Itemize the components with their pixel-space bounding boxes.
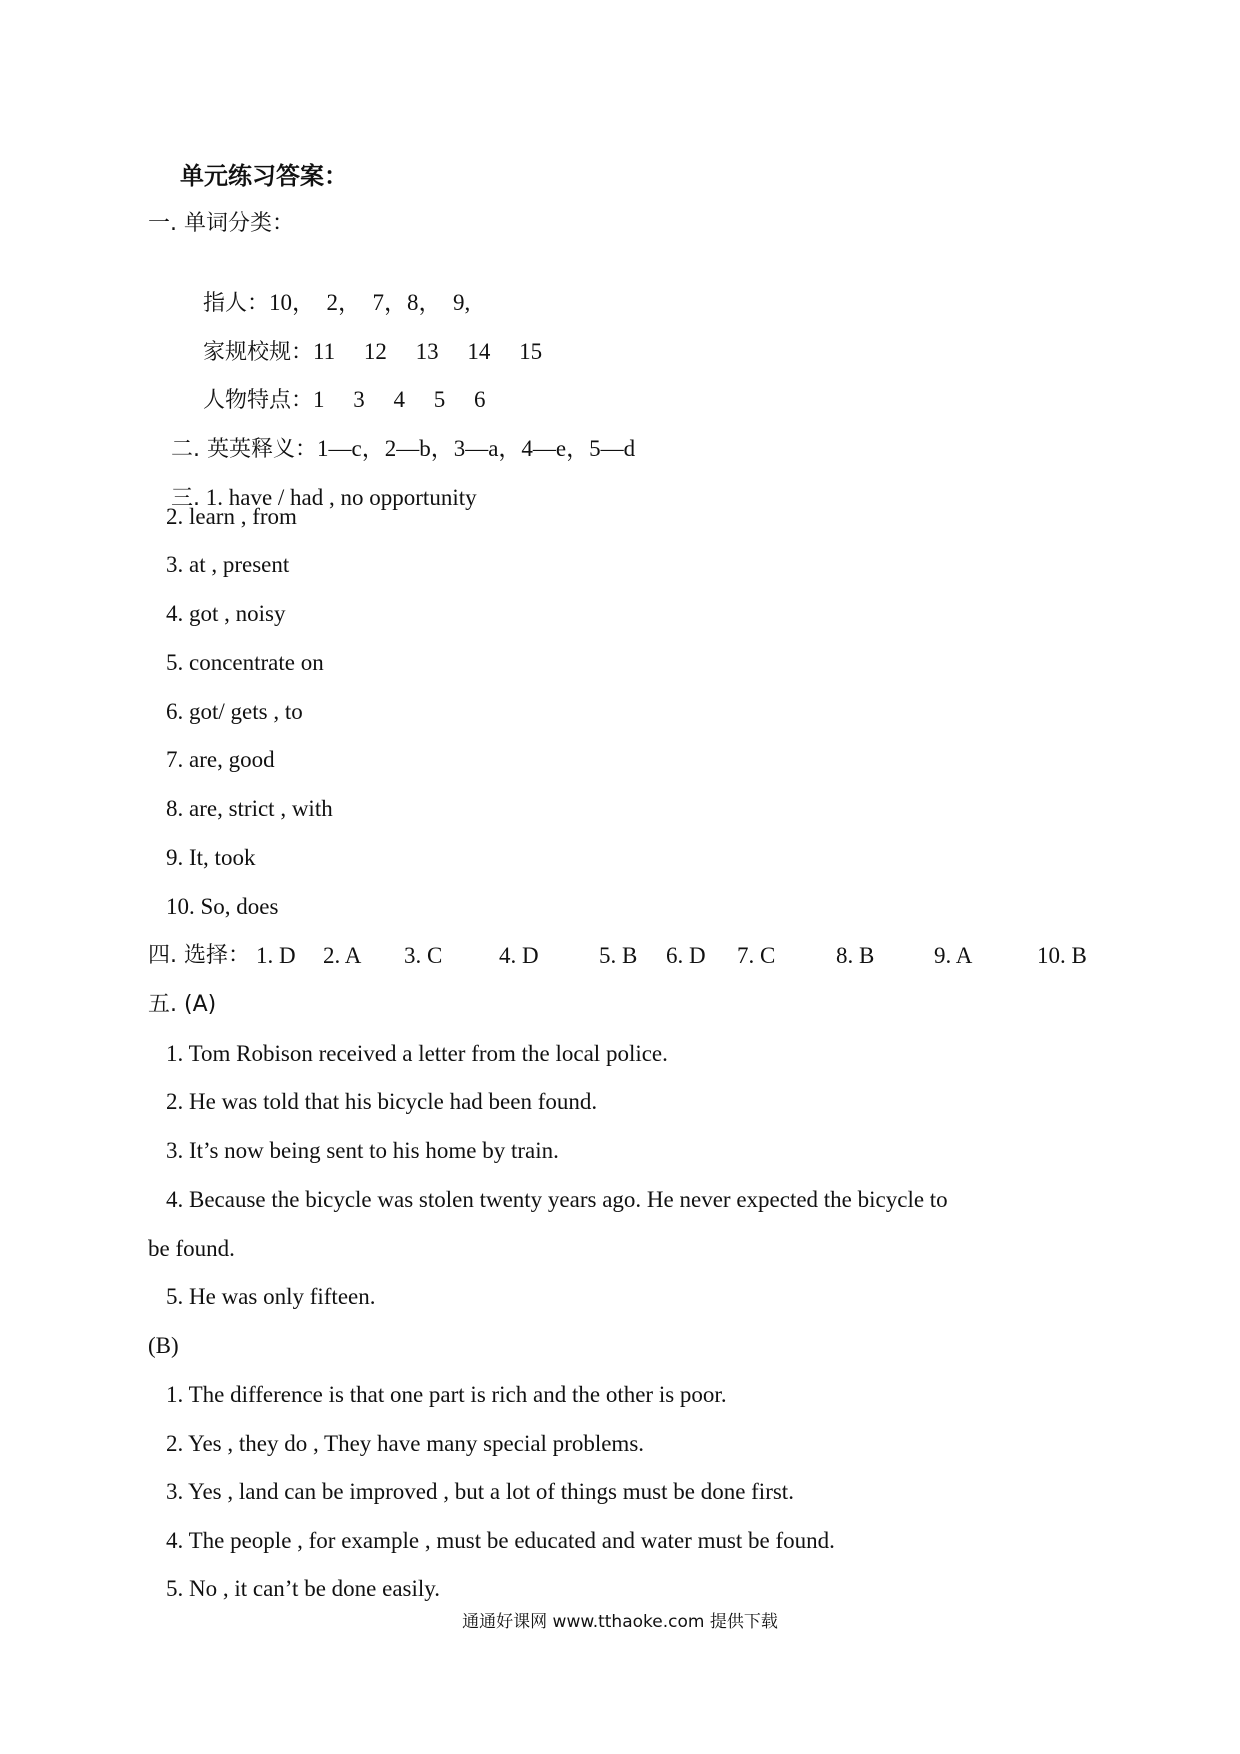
list-item: 5. No , it can’t be done easily. bbox=[166, 1576, 441, 1601]
section4-heading: 四. 选择： bbox=[148, 943, 250, 968]
choice-answer: 2. A bbox=[323, 943, 362, 968]
list-item: 1. Tom Robison received a letter from the local police. bbox=[166, 1041, 668, 1066]
row-values: 11 12 13 14 15 bbox=[313, 339, 543, 364]
row-label: 家规校规： bbox=[203, 340, 314, 365]
choice-answer: 7. C bbox=[737, 943, 776, 968]
list-item: 5. concentrate on bbox=[166, 650, 324, 675]
list-item: 6. got/ gets , to bbox=[166, 699, 303, 724]
row-label: 指人： bbox=[203, 291, 270, 316]
list-item: 3. Yes , land can be improved , but a lot of things must be done first. bbox=[166, 1479, 794, 1504]
list-item-continued: be found. bbox=[148, 1236, 235, 1261]
section2-answers: 1—c，2—b，3—a，4—e，5—d bbox=[317, 436, 636, 461]
choice-answer: 10. B bbox=[1037, 943, 1087, 968]
choice-answer: 1. D bbox=[256, 943, 296, 968]
choice-answer: 4. D bbox=[499, 943, 539, 968]
list-item: 3. It’s now being sent to his home by train. bbox=[166, 1138, 559, 1163]
section3-heading: 三. bbox=[171, 486, 200, 511]
list-item: 7. are, good bbox=[166, 747, 275, 772]
row-values: 1 3 4 5 6 bbox=[313, 387, 486, 412]
section1-heading: 一. 单词分类： bbox=[148, 211, 294, 236]
partB-label: (B) bbox=[148, 1333, 179, 1358]
list-item: 5. He was only fifteen. bbox=[166, 1284, 376, 1309]
list-item: 4. The people , for example , must be educated and water must be found. bbox=[166, 1528, 835, 1553]
list-item: 1. The difference is that one part is rich and the other is poor. bbox=[166, 1382, 727, 1407]
list-item: 9. It, took bbox=[166, 845, 256, 870]
choice-answer: 5. B bbox=[599, 943, 638, 968]
list-item: 2. Yes , they do , They have many special problems. bbox=[166, 1431, 645, 1456]
list-item: 2. learn , from bbox=[166, 504, 297, 529]
list-item: 1. have / had , no opportunity bbox=[205, 485, 477, 510]
section2-heading: 二. 英英释义： bbox=[171, 437, 317, 462]
choice-answer: 9. A bbox=[934, 943, 973, 968]
page-title: 单元练习答案： bbox=[180, 162, 348, 190]
row-values: 10， 2， 7，8， 9, bbox=[269, 290, 471, 315]
choice-answer: 3. C bbox=[404, 943, 443, 968]
page-footer: 通通好课网 www.tthaoke.com 提供下载 bbox=[462, 1612, 778, 1632]
list-item: 4. got , noisy bbox=[166, 601, 286, 626]
section5-heading: 五. (A) bbox=[148, 992, 217, 1017]
choice-answer: 8. B bbox=[836, 943, 875, 968]
list-item: 10. So, does bbox=[166, 894, 279, 919]
choice-answer: 6. D bbox=[666, 943, 706, 968]
list-item: 3. at , present bbox=[166, 552, 290, 577]
row-label: 人物特点： bbox=[203, 388, 314, 413]
list-item: 8. are, strict , with bbox=[166, 796, 333, 821]
list-item: 4. Because the bicycle was stolen twenty years ago. He never expected the bicycle to bbox=[166, 1187, 948, 1212]
list-item: 2. He was told that his bicycle had been found. bbox=[166, 1089, 598, 1114]
